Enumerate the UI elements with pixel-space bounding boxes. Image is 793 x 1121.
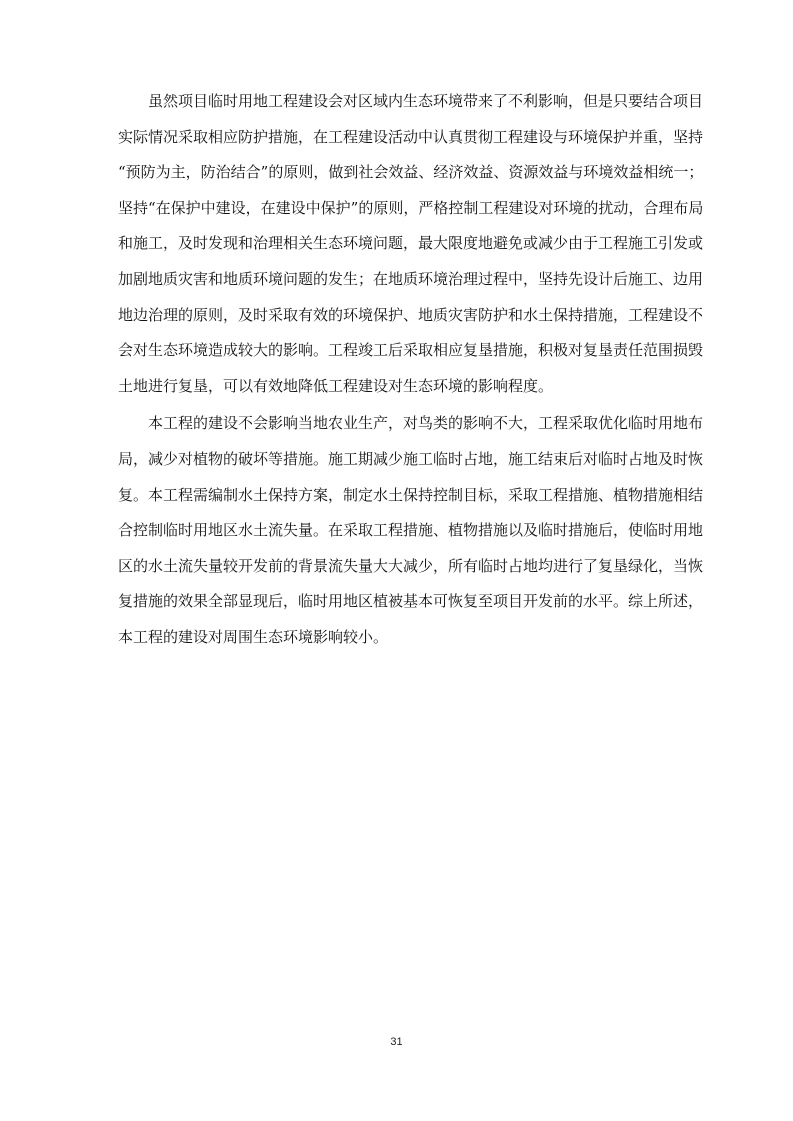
paragraph-line: 土地进行复垦，可以有效地降低工程建设对生态环境的影响程度。 — [118, 376, 554, 395]
paragraph-line: 会对生态环境造成较大的影响。工程竣工后采取相应复垦措施，积极对复垦责任范围损毁 — [118, 341, 704, 360]
paragraph-line: 区的水土流失量较开发前的背景流失量大大减少，所有临时占地均进行了复垦绿化，当恢 — [118, 556, 704, 575]
paragraph-line: 本工程的建设不会影响当地农业生产，对鸟类的影响不大，工程采取优化临时用地布 — [148, 414, 704, 433]
paragraph-line: 复。本工程需编制水土保持方案，制定水土保持控制目标，采取工程措施、植物措施相结 — [118, 485, 704, 504]
document-body — [118, 84, 704, 656]
paragraph-line: 虽然项目临时用地工程建设会对区域内生态环境带来了不利影响，但是只要结合项目 — [148, 92, 704, 110]
paragraph-line: 复措施的效果全部显现后，临时用地区植被基本可恢复至项目开发前的水平。综上所述， — [118, 592, 704, 611]
paragraph-2 — [118, 406, 704, 655]
paragraph-line: 局，减少对植物的破坏等措施。施工期减少施工临时占地，施工结束后对临时占地及时恢 — [118, 449, 704, 468]
paragraph-line: 合控制临时用地区水土流失量。在采取工程措施、植物措施以及临时措施后，使临时用地 — [118, 521, 704, 540]
paragraph-line: 和施工，及时发现和治理相关生态环境问题，最大限度地避免或减少由于工程施工引发或 — [118, 234, 704, 253]
paragraph-line: 本工程的建设对周围生态环境影响较小。 — [118, 627, 389, 646]
paragraph-line: 坚持“在保护中建设，在建设中保护”的原则，严格控制工程建设对环境的扰动，合理布局 — [118, 198, 704, 217]
paragraph-line: “预防为主，防治结合”的原则，做到社会效益、经济效益、资源效益与环境效益相统一； — [118, 163, 704, 182]
paragraph-line: 加剧地质灾害和地质环境问题的发生；在地质环境治理过程中，坚持先设计后施工、边用 — [118, 269, 704, 288]
paragraph-1 — [118, 84, 704, 404]
paragraph-line: 地边治理的原则，及时采取有效的环境保护、地质灾害防护和水土保持措施，工程建设不 — [118, 305, 704, 324]
paragraph-line: 实际情况采取相应防护措施，在工程建设活动中认真贯彻工程建设与环境保护并重，坚持 — [118, 127, 704, 146]
page-number: 31 — [390, 1036, 403, 1048]
